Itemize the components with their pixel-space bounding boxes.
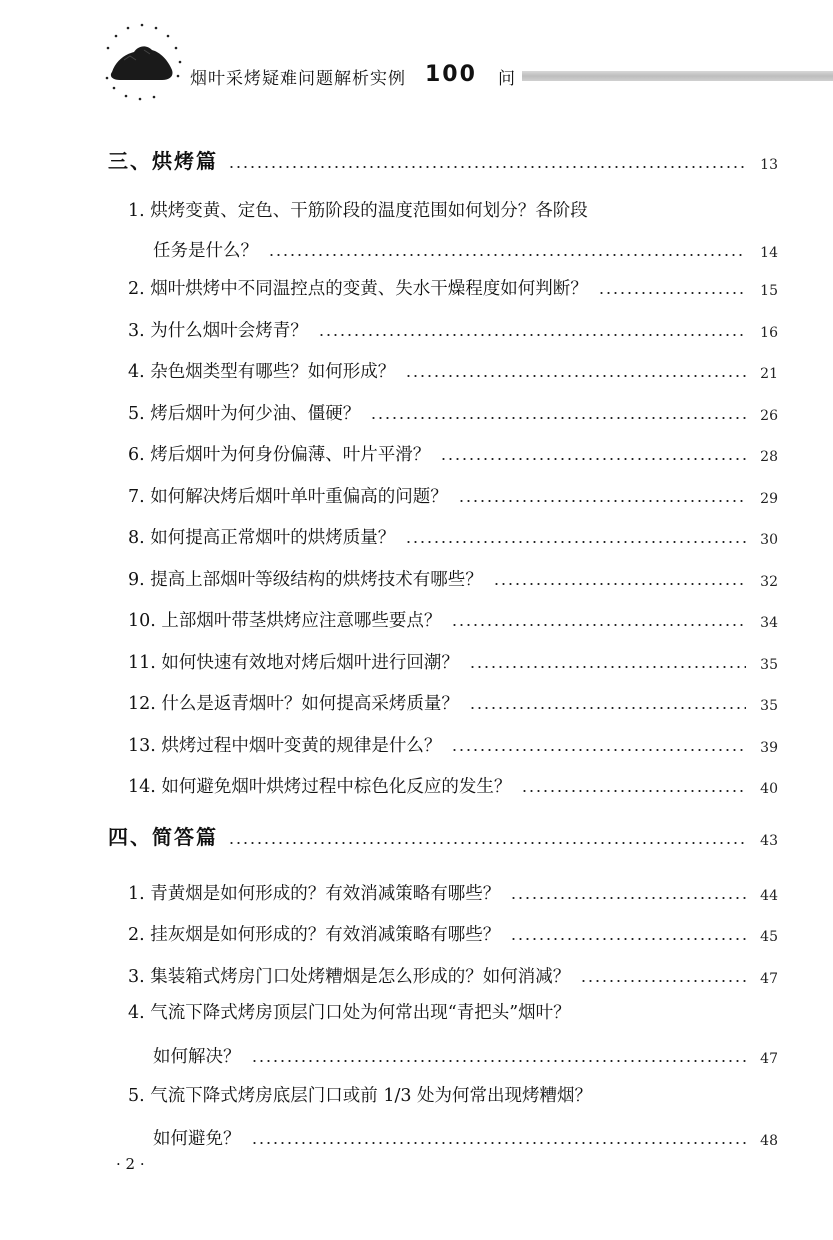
toc-item-label: 6. 烤后烟叶为何身份偏薄、叶片平滑？ xyxy=(128,445,431,465)
toc-item-label: 14. 如何避免烟叶烘烤过程中棕色化反应的发生？ xyxy=(128,777,512,797)
toc-item[interactable] xyxy=(128,960,778,988)
toc-item[interactable] xyxy=(128,604,778,632)
toc-item-label: 9. 提高上部烟叶等级结构的烘烤技术有哪些？ xyxy=(128,570,483,590)
page-number: 47 xyxy=(760,1051,778,1067)
leader-dots xyxy=(469,707,746,709)
toc-item-label: 3. 为什么烟叶会烤青？ xyxy=(128,321,308,341)
leader-dots xyxy=(580,980,746,982)
toc-item[interactable] xyxy=(128,770,778,798)
page-number: 32 xyxy=(760,574,778,590)
book-number: 100 xyxy=(425,62,477,87)
toc-item-label: 12. 什么是返青烟叶？如何提高采烤质量？ xyxy=(128,694,459,714)
leader-dots xyxy=(458,500,746,502)
toc-item[interactable] xyxy=(128,438,778,466)
leader-dots xyxy=(493,583,746,585)
toc-item[interactable] xyxy=(128,646,778,674)
toc-item-label: 5. 烤后烟叶为何少油、僵硬？ xyxy=(128,404,361,424)
leader-dots xyxy=(268,254,746,256)
leader-dots xyxy=(251,1060,747,1062)
section-title: 三、烘烤篇 xyxy=(108,149,218,173)
leader-dots xyxy=(451,749,746,751)
leader-dots xyxy=(451,624,746,626)
leader-dots xyxy=(510,938,746,940)
leader-dots xyxy=(251,1142,747,1144)
leader-dots xyxy=(405,375,746,377)
toc-item-label: 2. 挂灰烟是如何形成的？有效消减策略有哪些？ xyxy=(128,925,501,945)
leader-dots xyxy=(370,417,746,419)
leader-dots xyxy=(405,541,746,543)
toc-item[interactable] xyxy=(128,521,778,549)
header-gray-bar xyxy=(522,71,833,81)
toc-item-label: 10. 上部烟叶带茎烘烤应注意哪些要点？ xyxy=(128,611,442,631)
section-title: 四、简答篇 xyxy=(108,825,218,849)
leader-dots xyxy=(510,897,746,899)
page-number: 16 xyxy=(760,325,778,341)
toc-item-label: 8. 如何提高正常烟叶的烘烤质量？ xyxy=(128,528,396,548)
toc-item[interactable] xyxy=(128,480,778,508)
book-title: 烟叶采烤疑难问题解析实例 xyxy=(190,69,406,89)
toc-item-line2: 如何避免？ xyxy=(153,1129,241,1149)
page-number: 45 xyxy=(760,929,778,945)
toc-item-line2: 如何解决？ xyxy=(153,1047,241,1067)
toc-item[interactable] xyxy=(153,234,778,262)
toc-item[interactable] xyxy=(153,1040,778,1068)
toc-item[interactable] xyxy=(128,729,778,757)
page-number: 43 xyxy=(760,833,778,849)
toc-item-label: 13. 烘烤过程中烟叶变黄的规律是什么？ xyxy=(128,736,442,756)
toc-item[interactable] xyxy=(128,877,778,905)
toc-item[interactable] xyxy=(128,687,778,715)
toc-item[interactable] xyxy=(128,397,778,425)
toc-item[interactable] xyxy=(128,272,778,300)
toc-section-short-answers[interactable] xyxy=(108,818,778,850)
toc-item[interactable] xyxy=(128,563,778,591)
toc-item-label: 2. 烟叶烘烤中不同温控点的变黄、失水干燥程度如何判断？ xyxy=(128,279,588,299)
toc-item-label: 11. 如何快速有效地对烤后烟叶进行回潮？ xyxy=(128,653,459,673)
page-number: 48 xyxy=(760,1133,778,1149)
toc-item-label: 3. 集装箱式烤房门口处烤糟烟是怎么形成的？如何消减？ xyxy=(128,967,571,987)
page-number: 26 xyxy=(760,408,778,424)
toc-item-line1[interactable]: 1. 烘烤变黄、定色、干筋阶段的温度范围如何划分？各阶段 xyxy=(128,201,588,221)
page-number: 28 xyxy=(760,449,778,465)
toc-item[interactable] xyxy=(128,314,778,342)
page-number: 30 xyxy=(760,532,778,548)
leader-dots xyxy=(228,842,746,844)
toc-item[interactable] xyxy=(128,918,778,946)
page-number: 29 xyxy=(760,491,778,507)
page-number: 39 xyxy=(760,740,778,756)
toc-item[interactable] xyxy=(153,1122,778,1150)
leader-dots xyxy=(228,166,746,168)
leader-dots xyxy=(469,666,746,668)
page-number: 21 xyxy=(760,366,778,382)
toc-item-line1[interactable]: 4. 气流下降式烤房顶层门口处为何常出现“青把头”烟叶？ xyxy=(128,1003,571,1023)
page-number: 13 xyxy=(760,157,778,173)
leader-dots xyxy=(598,292,746,294)
running-header xyxy=(0,0,833,120)
toc-item-label: 7. 如何解决烤后烟叶单叶重偏高的问题？ xyxy=(128,487,448,507)
toc-item[interactable] xyxy=(128,355,778,383)
tobacco-pile-logo xyxy=(98,20,188,102)
page-number: 47 xyxy=(760,971,778,987)
toc-section-baking[interactable] xyxy=(108,142,778,174)
toc-item-line2: 任务是什么？ xyxy=(153,241,258,261)
page-number: 14 xyxy=(760,245,778,261)
page-number: 15 xyxy=(760,283,778,299)
page-number: 34 xyxy=(760,615,778,631)
page-number: 44 xyxy=(760,888,778,904)
leader-dots xyxy=(521,790,746,792)
toc-item-line1[interactable]: 5. 气流下降式烤房底层门口或前 1/3 处为何常出现烤糟烟？ xyxy=(128,1086,593,1106)
toc-item-label: 4. 杂色烟类型有哪些？如何形成？ xyxy=(128,362,396,382)
toc-item-label: 1. 青黄烟是如何形成的？有效消减策略有哪些？ xyxy=(128,884,501,904)
footer-page-number: · 2 · xyxy=(116,1155,145,1173)
page-number: 35 xyxy=(760,698,778,714)
leader-dots xyxy=(318,334,746,336)
book-title-suffix: 问 xyxy=(498,69,515,89)
leader-dots xyxy=(440,458,746,460)
page-number: 35 xyxy=(760,657,778,673)
page-number: 40 xyxy=(760,781,778,797)
